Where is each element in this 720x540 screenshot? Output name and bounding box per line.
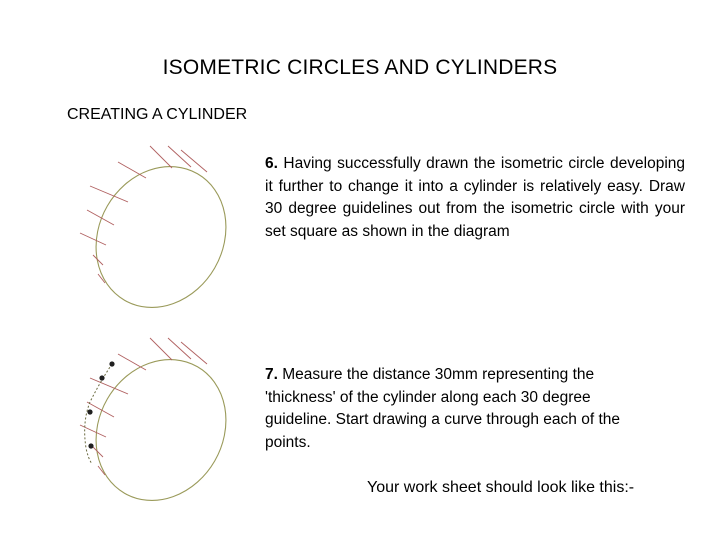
guideline — [168, 338, 191, 359]
step-7-number: 7. — [265, 366, 278, 383]
step-6-paragraph — [265, 153, 685, 243]
step-6-text: Having successfully drawn the isometric circle developing it further to change it into a cylinder is relatively easy. Draw 30 degree guidelines out from the isometric circle with your set square as shown in the diagram — [265, 155, 686, 240]
guideline — [118, 162, 146, 178]
footer-note: Your work sheet should look like this:- — [367, 479, 635, 496]
measure-point-marker — [87, 409, 92, 414]
guideline — [168, 146, 191, 167]
guideline — [80, 425, 106, 437]
measure-point-marker — [99, 375, 104, 380]
guideline — [80, 233, 106, 245]
measure-point-marker — [88, 443, 93, 448]
step-7-text: Measure the distance 30mm representing the 'thickness' of the cylinder along each 30 degree guideline. Start drawing a curve through each of the points. — [265, 366, 621, 451]
guideline — [118, 354, 146, 370]
isometric-circle — [71, 143, 240, 315]
page-title: ISOMETRIC CIRCLES AND CYLINDERS — [162, 56, 558, 79]
isometric-circle-guidelines-diagram — [60, 140, 240, 315]
measure-point-marker — [109, 361, 114, 366]
guideline — [90, 186, 128, 202]
section-heading: CREATING A CYLINDER — [67, 106, 248, 123]
step-6-number: 6. — [265, 155, 278, 172]
cylinder-points-diagram — [60, 330, 240, 510]
guideline — [150, 146, 172, 168]
step-7-paragraph — [265, 364, 655, 454]
guideline — [150, 338, 172, 360]
guideline — [87, 210, 114, 225]
isometric-circle — [71, 336, 240, 510]
